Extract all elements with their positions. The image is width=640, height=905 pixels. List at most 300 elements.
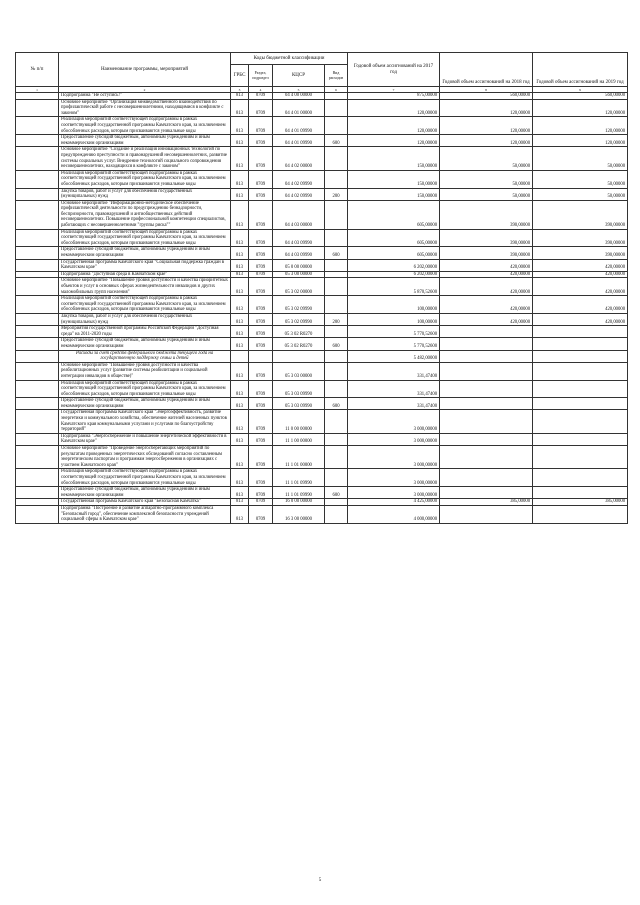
amount-2017-cell: 3 000,00000 bbox=[348, 487, 440, 499]
grbs-cell: 813 bbox=[231, 278, 249, 296]
grbs-cell: 813 bbox=[231, 505, 249, 523]
row-number-cell bbox=[16, 296, 59, 314]
row-number-cell bbox=[16, 380, 59, 398]
table-row bbox=[16, 200, 628, 229]
grbs-cell: 813 bbox=[231, 433, 249, 445]
razdel-cell: 0709 bbox=[249, 296, 273, 314]
vid-cell bbox=[325, 350, 348, 362]
vid-cell bbox=[325, 326, 348, 338]
amount-2017-cell: 875,00000 bbox=[348, 93, 440, 100]
razdel-cell: 0709 bbox=[249, 398, 273, 410]
row-number-cell bbox=[16, 147, 59, 170]
vid-cell bbox=[325, 147, 348, 170]
row-number-cell bbox=[16, 135, 59, 147]
kcsr-cell: 11 1 01 09990 bbox=[273, 487, 325, 499]
grbs-cell: 813 bbox=[231, 338, 249, 350]
amount-2017-cell: 3 000,00000 bbox=[348, 433, 440, 445]
razdel-cell: 0709 bbox=[249, 505, 273, 523]
amount-2017-cell: 331,47400 bbox=[348, 380, 440, 398]
vid-cell bbox=[325, 99, 348, 117]
amount-2019-cell bbox=[533, 338, 628, 350]
amount-2018-cell: 50,00000 bbox=[440, 170, 533, 188]
table-row bbox=[16, 350, 628, 362]
amount-2019-cell bbox=[533, 446, 628, 469]
kcsr-cell: 04 4 02 00000 bbox=[273, 147, 325, 170]
razdel-cell: 0709 bbox=[249, 259, 273, 271]
program-name-cell: Предоставление субсидий бюджетным, автономным учреждениям и иным некоммерческим организациям bbox=[59, 338, 231, 350]
table-row bbox=[16, 271, 628, 278]
table-row bbox=[16, 433, 628, 445]
kcsr-cell: 04 4 01 09990 bbox=[273, 117, 325, 135]
kcsr-cell: 16 0 00 00000 bbox=[273, 499, 325, 506]
amount-2019-cell: 390,00000 bbox=[533, 200, 628, 229]
header-2017: Годовой объем ассигнований на 2017 год bbox=[348, 53, 440, 87]
amount-2019-cell bbox=[533, 505, 628, 523]
amount-2017-cell: 100,00000 bbox=[348, 296, 440, 314]
amount-2017-cell: 3 000,00000 bbox=[348, 446, 440, 469]
grbs-cell: 813 bbox=[231, 326, 249, 338]
razdel-cell: 0709 bbox=[249, 99, 273, 117]
table-row bbox=[16, 380, 628, 398]
row-number-cell bbox=[16, 398, 59, 410]
amount-2018-cell bbox=[440, 487, 533, 499]
vid-cell: 600 bbox=[325, 338, 348, 350]
program-name-cell: Предоставление субсидий бюджетным, автономным учреждениям и иным некоммерческим организациям bbox=[59, 487, 231, 499]
row-number-cell bbox=[16, 313, 59, 325]
kcsr-cell: 05 0 00 00000 bbox=[273, 259, 325, 271]
razdel-cell: 0709 bbox=[249, 446, 273, 469]
table-row bbox=[16, 247, 628, 259]
program-name-cell: Государственная программа Камчатского края "Энергоэффективность, развитие энергетики и коммунального хозяйства, обеспечение жителей населенных пунктов Камчатского края коммунальными услугами и услугами по благоустройству территорий" bbox=[59, 410, 231, 433]
amount-2019-cell bbox=[533, 326, 628, 338]
amount-2019-cell bbox=[533, 362, 628, 380]
razdel-cell: 0709 bbox=[249, 170, 273, 188]
amount-2018-cell: 420,00000 bbox=[440, 278, 533, 296]
kcsr-cell: 05 3 03 09990 bbox=[273, 398, 325, 410]
program-name-cell: Основное мероприятие "Проведение энергосберегающих мероприятий по результатам проведенных энергетических обследований согласно составленным энергетическим паспортам и программам энергосбережения в организациях с участием Камчатского края" bbox=[59, 446, 231, 469]
amount-2017-cell: 150,00000 bbox=[348, 170, 440, 188]
row-number-cell bbox=[16, 499, 59, 506]
vid-cell: 600 bbox=[325, 487, 348, 499]
vid-cell bbox=[325, 296, 348, 314]
razdel-cell: 0709 bbox=[249, 278, 273, 296]
amount-2018-cell: 390,00000 bbox=[440, 200, 533, 229]
amount-2017-cell: 3 000,00000 bbox=[348, 410, 440, 433]
kcsr-cell: 04 4 01 00000 bbox=[273, 99, 325, 117]
program-name-cell: Предоставление субсидий бюджетным, автономным учреждениям и иным некоммерческим организациям bbox=[59, 135, 231, 147]
program-name-cell: Основное мероприятие "Повышение уровня доступности и качества приоритетных объектов и услуг в основных сферах жизнедеятельности инвалидов и других маломобильных групп населения" bbox=[59, 278, 231, 296]
amount-2018-cell: 390,00000 bbox=[440, 229, 533, 247]
vid-cell bbox=[325, 380, 348, 398]
table-row bbox=[16, 487, 628, 499]
table-row bbox=[16, 93, 628, 100]
razdel-cell: 0709 bbox=[249, 499, 273, 506]
table-row bbox=[16, 446, 628, 469]
row-number-cell bbox=[16, 229, 59, 247]
grbs-cell: 813 bbox=[231, 170, 249, 188]
row-number-cell bbox=[16, 469, 59, 487]
table-row bbox=[16, 229, 628, 247]
vid-cell bbox=[325, 117, 348, 135]
program-name-cell: Реализация мероприятий соответствующей подпрограммы в рамках соответствующей государственной программы Камчатского края, за исключением обособленных расходов, которым присваиваются уникальные коды bbox=[59, 117, 231, 135]
vid-cell: 200 bbox=[325, 313, 348, 325]
amount-2017-cell: 150,00000 bbox=[348, 188, 440, 200]
program-name-cell: Реализация мероприятий соответствующей подпрограммы в рамках соответствующей государственной программы Камчатского края, за исключением обособленных расходов, которым присваиваются уникальные коды bbox=[59, 170, 231, 188]
amount-2019-cell: 50,00000 bbox=[533, 188, 628, 200]
razdel-cell: 0709 bbox=[249, 362, 273, 380]
table-row bbox=[16, 362, 628, 380]
vid-cell: 200 bbox=[325, 188, 348, 200]
kcsr-cell: 11 1 01 09990 bbox=[273, 469, 325, 487]
program-name-cell: Мероприятия государственной программы Российской Федерации "Доступная среда" на 2011-2020 годы bbox=[59, 326, 231, 338]
grbs-cell: 813 bbox=[231, 313, 249, 325]
razdel-cell: 0709 bbox=[249, 410, 273, 433]
vid-cell bbox=[325, 259, 348, 271]
amount-2019-cell: 420,00000 bbox=[533, 259, 628, 271]
razdel-cell bbox=[249, 350, 273, 362]
vid-cell bbox=[325, 362, 348, 380]
amount-2018-cell: 50,00000 bbox=[440, 147, 533, 170]
table-row bbox=[16, 398, 628, 410]
amount-2019-cell: 420,00000 bbox=[533, 296, 628, 314]
razdel-cell: 0709 bbox=[249, 135, 273, 147]
amount-2018-cell bbox=[440, 380, 533, 398]
budget-table bbox=[15, 52, 628, 524]
table-row bbox=[16, 313, 628, 325]
budget-table-container bbox=[15, 52, 627, 524]
amount-2018-cell: 390,00000 bbox=[440, 247, 533, 259]
kcsr-cell: 04 4 01 09990 bbox=[273, 135, 325, 147]
razdel-cell: 0709 bbox=[249, 200, 273, 229]
grbs-cell: 813 bbox=[231, 398, 249, 410]
vid-cell bbox=[325, 505, 348, 523]
grbs-cell: 813 bbox=[231, 99, 249, 117]
kcsr-cell: 04 4 00 00000 bbox=[273, 93, 325, 100]
kcsr-cell: 11 0 00 00000 bbox=[273, 410, 325, 433]
amount-2017-cell: 120,00000 bbox=[348, 117, 440, 135]
program-name-cell: Расходы за счет средств федерального бюджета текущего года на государственную поддержку семьи и детей bbox=[59, 350, 231, 362]
razdel-cell: 0709 bbox=[249, 247, 273, 259]
grbs-cell: 813 bbox=[231, 200, 249, 229]
amount-2018-cell bbox=[440, 469, 533, 487]
amount-2018-cell: 420,00000 bbox=[440, 271, 533, 278]
amount-2019-cell: 50,00000 bbox=[533, 170, 628, 188]
row-number-cell bbox=[16, 200, 59, 229]
table-row bbox=[16, 338, 628, 350]
kcsr-cell: 05 3 02 09990 bbox=[273, 313, 325, 325]
row-number-cell bbox=[16, 170, 59, 188]
razdel-cell: 0709 bbox=[249, 117, 273, 135]
amount-2017-cell: 5 770,52600 bbox=[348, 338, 440, 350]
program-name-cell: Закупка товаров, работ и услуг для обеспечения государственных (муниципальных) нужд bbox=[59, 313, 231, 325]
grbs-cell: 813 bbox=[231, 499, 249, 506]
grbs-cell: 813 bbox=[231, 410, 249, 433]
kcsr-cell: 04 4 02 09990 bbox=[273, 188, 325, 200]
amount-2018-cell bbox=[440, 350, 533, 362]
vid-cell bbox=[325, 278, 348, 296]
amount-2019-cell: 50,00000 bbox=[533, 147, 628, 170]
amount-2017-cell: 5 482,00000 bbox=[348, 350, 440, 362]
table-row bbox=[16, 469, 628, 487]
table-header bbox=[16, 53, 628, 93]
grbs-cell: 813 bbox=[231, 135, 249, 147]
amount-2018-cell bbox=[440, 398, 533, 410]
amount-2018-cell: 420,00000 bbox=[440, 259, 533, 271]
razdel-cell: 0709 bbox=[249, 271, 273, 278]
amount-2017-cell: 5 770,52600 bbox=[348, 326, 440, 338]
header-kcsr: КЦСР bbox=[273, 65, 325, 87]
razdel-cell: 0709 bbox=[249, 469, 273, 487]
program-name-cell: Подпрограмма "Энергосбережение и повышение энергетической эффективности в Камчатском крае" bbox=[59, 433, 231, 445]
table-row bbox=[16, 278, 628, 296]
row-number-cell bbox=[16, 259, 59, 271]
table-row bbox=[16, 259, 628, 271]
amount-2019-cell: 120,00000 bbox=[533, 99, 628, 117]
razdel-cell: 0709 bbox=[249, 338, 273, 350]
kcsr-cell: 11 1 01 00000 bbox=[273, 446, 325, 469]
program-name-cell: Закупка товаров, работ и услуг для обеспечения государственных (муниципальных) нужд bbox=[59, 188, 231, 200]
program-name-cell: Предоставление субсидий бюджетным, автономным учреждениям и иным некоммерческим организациям bbox=[59, 247, 231, 259]
table-body bbox=[16, 93, 628, 524]
amount-2017-cell: 4 000,00000 bbox=[348, 505, 440, 523]
amount-2019-cell: 390,00000 bbox=[533, 229, 628, 247]
header-name: Наименование программы, мероприятий bbox=[59, 53, 231, 87]
amount-2017-cell: 605,00000 bbox=[348, 200, 440, 229]
amount-2019-cell: 385,00000 bbox=[533, 499, 628, 506]
column-number: 1 bbox=[16, 87, 59, 93]
vid-cell bbox=[325, 469, 348, 487]
program-name-cell: Подпрограмма "Доступная среда в Камчатском крае" bbox=[59, 271, 231, 278]
row-number-cell bbox=[16, 326, 59, 338]
amount-2019-cell bbox=[533, 433, 628, 445]
amount-2018-cell: 120,00000 bbox=[440, 99, 533, 117]
amount-2018-cell bbox=[440, 326, 533, 338]
table-row bbox=[16, 135, 628, 147]
grbs-cell: 813 bbox=[231, 362, 249, 380]
row-number-cell bbox=[16, 117, 59, 135]
kcsr-cell: 05 3 02 R0270 bbox=[273, 338, 325, 350]
program-name-cell: Государственная программа Камчатского края "Социальная поддержка граждан в Камчатском крае" bbox=[59, 259, 231, 271]
vid-cell bbox=[325, 410, 348, 433]
razdel-cell: 0709 bbox=[249, 433, 273, 445]
table-row bbox=[16, 147, 628, 170]
amount-2017-cell: 120,00000 bbox=[348, 99, 440, 117]
grbs-cell: 813 bbox=[231, 380, 249, 398]
kcsr-cell: 04 4 03 09990 bbox=[273, 229, 325, 247]
amount-2019-cell: 420,00000 bbox=[533, 271, 628, 278]
amount-2019-cell: 420,00000 bbox=[533, 313, 628, 325]
program-name-cell: Подпрограмма "Построение и развитие аппаратно-программного комплекса "Безопасный город", обеспечение комплексной безопасности учреждений социальной сферы в Камчатском крае" bbox=[59, 505, 231, 523]
program-name-cell: Подпрограмма "Не оступись!" bbox=[59, 93, 231, 100]
kcsr-cell: 16 3 00 00000 bbox=[273, 505, 325, 523]
table-row bbox=[16, 117, 628, 135]
amount-2018-cell: 560,00000 bbox=[440, 93, 533, 100]
amount-2017-cell: 6 202,00000 bbox=[348, 271, 440, 278]
column-number: 3 bbox=[231, 87, 249, 93]
amount-2018-cell bbox=[440, 446, 533, 469]
kcsr-cell: 05 3 02 R0270 bbox=[273, 326, 325, 338]
table-row bbox=[16, 188, 628, 200]
amount-2017-cell: 5 870,52600 bbox=[348, 278, 440, 296]
amount-2017-cell: 6 202,00000 bbox=[348, 259, 440, 271]
column-number: 9 bbox=[533, 87, 628, 93]
program-name-cell: Предоставление субсидий бюджетным, автономным учреждениям и иным некоммерческим организациям bbox=[59, 398, 231, 410]
amount-2018-cell: 50,00000 bbox=[440, 188, 533, 200]
program-name-cell: Реализация мероприятий соответствующей подпрограммы в рамках соответствующей государственной программы Камчатского края, за исключением обособленных расходов, которым присваиваются уникальные коды bbox=[59, 469, 231, 487]
table-row bbox=[16, 499, 628, 506]
grbs-cell bbox=[231, 350, 249, 362]
grbs-cell: 813 bbox=[231, 147, 249, 170]
razdel-cell: 0709 bbox=[249, 229, 273, 247]
razdel-cell: 0709 bbox=[249, 188, 273, 200]
row-number-cell bbox=[16, 446, 59, 469]
table-row bbox=[16, 326, 628, 338]
table-row bbox=[16, 296, 628, 314]
amount-2019-cell: 560,00000 bbox=[533, 93, 628, 100]
column-number: 8 bbox=[440, 87, 533, 93]
amount-2018-cell: 420,00000 bbox=[440, 296, 533, 314]
amount-2018-cell: 120,00000 bbox=[440, 117, 533, 135]
grbs-cell: 813 bbox=[231, 487, 249, 499]
razdel-cell: 0709 bbox=[249, 313, 273, 325]
vid-cell bbox=[325, 229, 348, 247]
amount-2019-cell bbox=[533, 398, 628, 410]
amount-2018-cell bbox=[440, 362, 533, 380]
row-number-cell bbox=[16, 362, 59, 380]
row-number-cell bbox=[16, 350, 59, 362]
amount-2018-cell: 385,00000 bbox=[440, 499, 533, 506]
razdel-cell: 0709 bbox=[249, 326, 273, 338]
column-number: 7 bbox=[348, 87, 440, 93]
program-name-cell: Основное мероприятие "Создание и реализация инновационных технологий по предупреждению преступности и правонарушений несовершеннолетних, развитие системы социальных услуг. Внедрение технологий социального сопровождения несовершеннолетних, находящихся в конфликте с законом" bbox=[59, 147, 231, 170]
grbs-cell: 813 bbox=[231, 469, 249, 487]
grbs-cell: 813 bbox=[231, 117, 249, 135]
program-name-cell: Реализация мероприятий соответствующей подпрограммы в рамках соответствующей государственной программы Камчатского края, за исключением обособленных расходов, которым присваиваются уникальные коды bbox=[59, 380, 231, 398]
row-number-cell bbox=[16, 487, 59, 499]
razdel-cell: 0709 bbox=[249, 147, 273, 170]
program-name-cell: Государственная программа Камчатского края "Безопасная Камчатка" bbox=[59, 499, 231, 506]
vid-cell bbox=[325, 499, 348, 506]
grbs-cell: 813 bbox=[231, 93, 249, 100]
amount-2019-cell bbox=[533, 410, 628, 433]
column-number: 6 bbox=[325, 87, 348, 93]
amount-2019-cell bbox=[533, 469, 628, 487]
vid-cell bbox=[325, 200, 348, 229]
column-number: 2 bbox=[59, 87, 231, 93]
header-vid: Вид расходов bbox=[325, 65, 348, 87]
row-number-cell bbox=[16, 188, 59, 200]
kcsr-cell: 04 4 03 00000 bbox=[273, 200, 325, 229]
amount-2019-cell bbox=[533, 380, 628, 398]
header-2018: Годовой объем ассигнований на 2018 год bbox=[440, 53, 533, 87]
kcsr-cell bbox=[273, 350, 325, 362]
row-number-cell bbox=[16, 271, 59, 278]
kcsr-cell: 05 3 02 09990 bbox=[273, 296, 325, 314]
row-number-cell bbox=[16, 505, 59, 523]
header-grbs: ГРБС bbox=[231, 65, 249, 87]
program-name-cell: Основное мероприятие "Повышение уровня доступности и качества реабилитационных услуг (развитие системы реабилитации и социальной интеграции инвалидов в обществе)" bbox=[59, 362, 231, 380]
amount-2019-cell: 390,00000 bbox=[533, 247, 628, 259]
amount-2018-cell bbox=[440, 338, 533, 350]
vid-cell: 600 bbox=[325, 247, 348, 259]
amount-2019-cell bbox=[533, 350, 628, 362]
grbs-cell: 813 bbox=[231, 296, 249, 314]
kcsr-cell: 05 3 02 00000 bbox=[273, 278, 325, 296]
amount-2017-cell: 3 000,00000 bbox=[348, 469, 440, 487]
razdel-cell: 0709 bbox=[249, 380, 273, 398]
kcsr-cell: 05 3 00 00000 bbox=[273, 271, 325, 278]
amount-2019-cell: 120,00000 bbox=[533, 117, 628, 135]
program-name-cell: Основное мероприятие "Информационно-методическое обеспечение профилактической деятельности по предупреждению безнадзорности, беспризорности, правонарушений и антиобщественных действий несовершеннолетних. Повышение профессиональной компетенции специалистов, работающих с несовершеннолетними "группы риска"" bbox=[59, 200, 231, 229]
vid-cell: 600 bbox=[325, 398, 348, 410]
amount-2017-cell: 605,00000 bbox=[348, 229, 440, 247]
header-codes: Коды бюджетной классификации bbox=[231, 53, 348, 65]
program-name-cell: Основное мероприятие "Организация межведомственного взаимодействия по профилактической работе с несовершеннолетними, находящимися в конфликте с законом" bbox=[59, 99, 231, 117]
vid-cell bbox=[325, 93, 348, 100]
razdel-cell: 0709 bbox=[249, 93, 273, 100]
table-row bbox=[16, 99, 628, 117]
amount-2018-cell bbox=[440, 505, 533, 523]
amount-2017-cell: 331,47400 bbox=[348, 362, 440, 380]
amount-2017-cell: 150,00000 bbox=[348, 147, 440, 170]
amount-2017-cell: 100,00000 bbox=[348, 313, 440, 325]
grbs-cell: 813 bbox=[231, 247, 249, 259]
row-number-cell bbox=[16, 433, 59, 445]
kcsr-cell: 04 4 03 09990 bbox=[273, 247, 325, 259]
amount-2017-cell: 331,47400 bbox=[348, 398, 440, 410]
amount-2019-cell bbox=[533, 487, 628, 499]
amount-2018-cell: 420,00000 bbox=[440, 313, 533, 325]
amount-2018-cell: 120,00000 bbox=[440, 135, 533, 147]
kcsr-cell: 04 4 02 09990 bbox=[273, 170, 325, 188]
amount-2018-cell bbox=[440, 410, 533, 433]
row-number-cell bbox=[16, 410, 59, 433]
page-number: 5 bbox=[318, 878, 322, 883]
grbs-cell: 813 bbox=[231, 259, 249, 271]
grbs-cell: 813 bbox=[231, 446, 249, 469]
row-number-cell bbox=[16, 338, 59, 350]
program-name-cell: Реализация мероприятий соответствующей подпрограммы в рамках соответствующей государственной программы Камчатского края, за исключением обособленных расходов, которым присваиваются уникальные коды bbox=[59, 229, 231, 247]
amount-2017-cell: 4 425,00000 bbox=[348, 499, 440, 506]
header-num: № п/п bbox=[16, 53, 59, 87]
row-number-cell bbox=[16, 99, 59, 117]
razdel-cell: 0709 bbox=[249, 487, 273, 499]
vid-cell bbox=[325, 271, 348, 278]
amount-2019-cell: 120,00000 bbox=[533, 135, 628, 147]
kcsr-cell: 05 3 03 00000 bbox=[273, 362, 325, 380]
vid-cell bbox=[325, 170, 348, 188]
table-row bbox=[16, 505, 628, 523]
row-number-cell bbox=[16, 93, 59, 100]
table-row bbox=[16, 410, 628, 433]
vid-cell: 600 bbox=[325, 135, 348, 147]
table-row bbox=[16, 170, 628, 188]
row-number-cell bbox=[16, 278, 59, 296]
header-razdel: Раздел, подраздел bbox=[249, 65, 273, 87]
amount-2019-cell: 420,00000 bbox=[533, 278, 628, 296]
kcsr-cell: 11 1 00 00000 bbox=[273, 433, 325, 445]
grbs-cell: 813 bbox=[231, 229, 249, 247]
header-2019: Годовой объем ассигнований на 2019 год bbox=[533, 53, 628, 87]
vid-cell bbox=[325, 446, 348, 469]
program-name-cell: Реализация мероприятий соответствующей подпрограммы в рамках соответствующей государственной программы Камчатского края, за исключением обособленных расходов, которым присваиваются уникальные коды bbox=[59, 296, 231, 314]
column-number: 5 bbox=[273, 87, 325, 93]
column-number: 4 bbox=[249, 87, 273, 93]
amount-2017-cell: 120,00000 bbox=[348, 135, 440, 147]
amount-2018-cell bbox=[440, 433, 533, 445]
vid-cell bbox=[325, 433, 348, 445]
amount-2017-cell: 605,00000 bbox=[348, 247, 440, 259]
